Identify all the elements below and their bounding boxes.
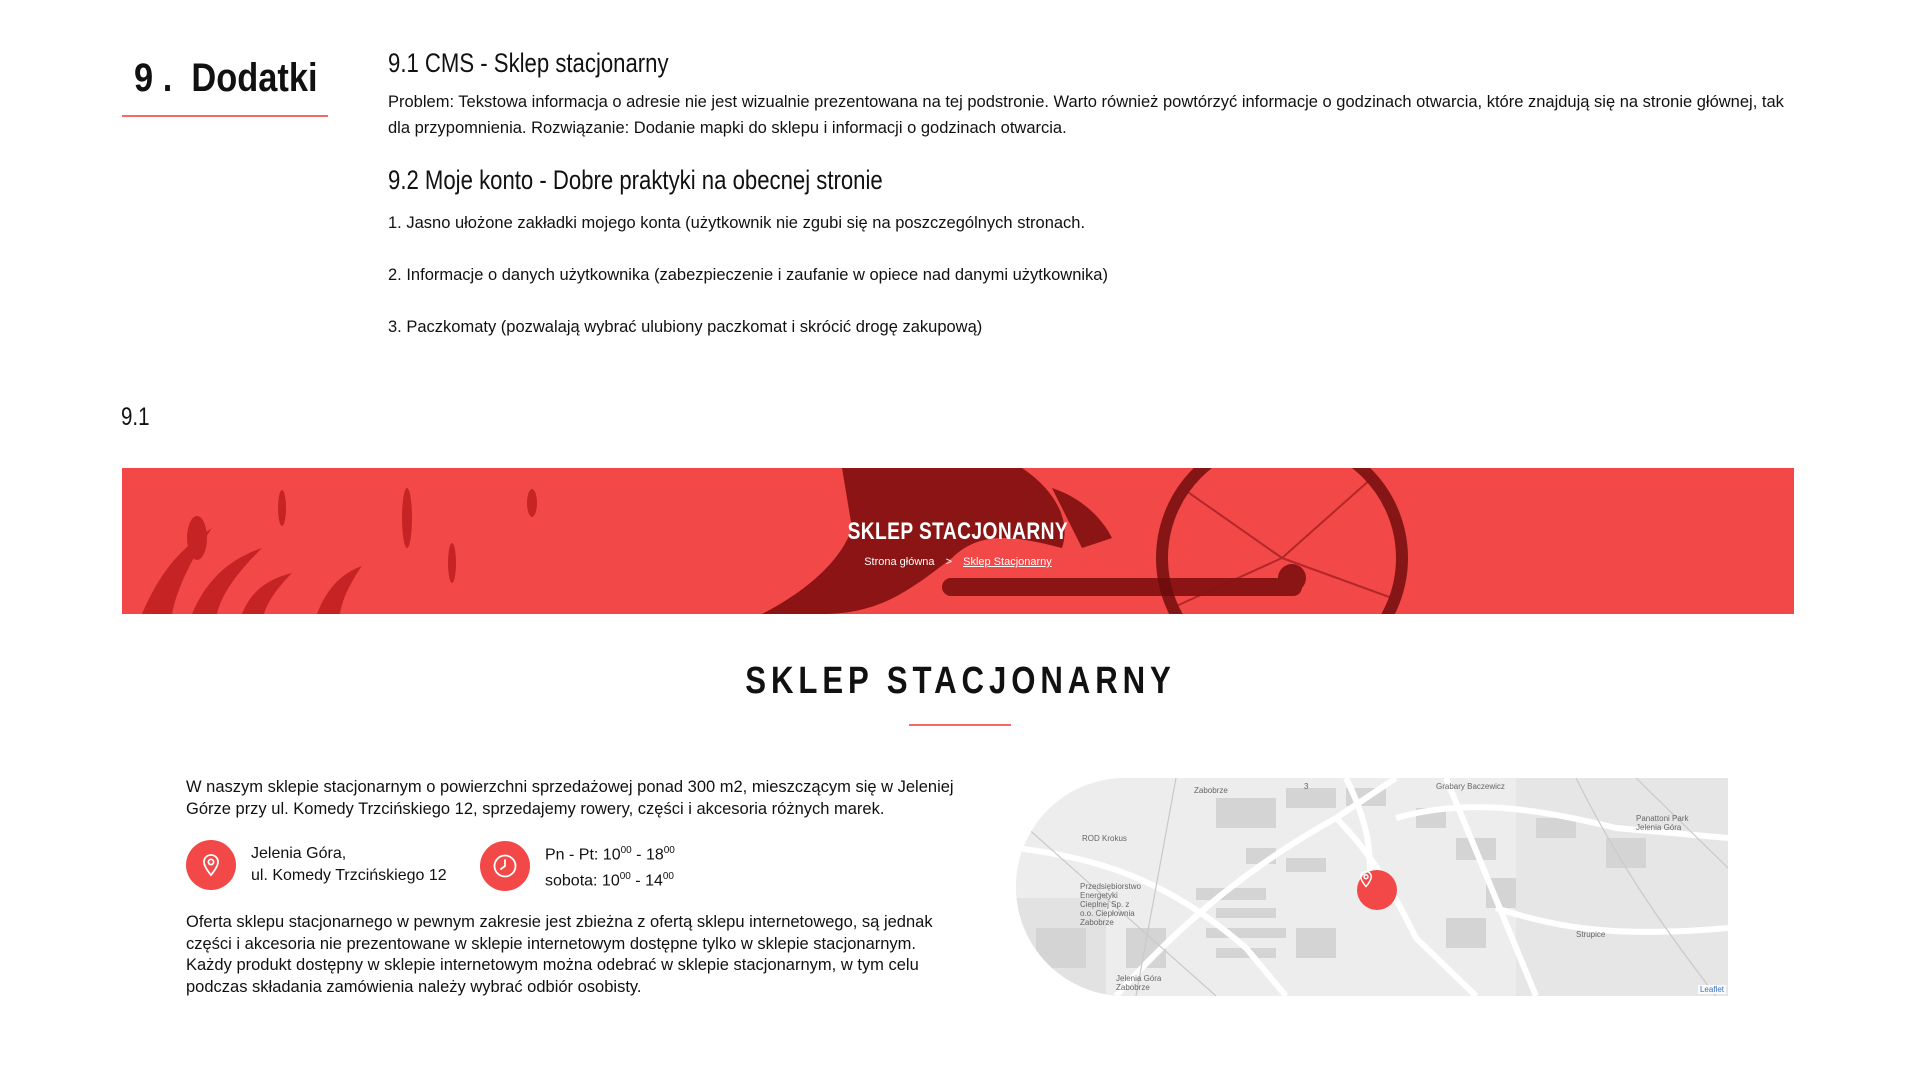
store-offer-text: Oferta sklepu stacjonarnego w pewnym zakresie jest zbieżna z ofertą sklepu internetowego, są jednak części i akcesoria nie prezentowane w sklepie internetowym dostępne tylko w sklepie stacjonarnym. Każdy produkt dostępny w sklepie internetowym można odebrać w sklepie stacjonarnym, w tym celu podczas składania zamówienia należy wybrać odbiór osobisty. bbox=[186, 913, 933, 996]
hours-block bbox=[480, 840, 675, 893]
map-label: Panattoni Park Jelenia Góra bbox=[1636, 814, 1689, 832]
address-block bbox=[186, 840, 447, 890]
map-marker-pin-icon[interactable] bbox=[1357, 870, 1397, 910]
breadcrumb-current[interactable]: Sklep Stacjonarny bbox=[963, 556, 1052, 568]
section-content bbox=[388, 48, 1788, 340]
banner-title: SKLEP STACJONARNY bbox=[847, 518, 1069, 545]
figure-label: 9.1 bbox=[121, 403, 150, 431]
list-item: 2. Informacje o danych użytkownika (zabezpieczenie i zaufanie w opiece nad danymi użytkownika) bbox=[388, 266, 1108, 284]
section-title: 9 . Dodatki bbox=[134, 56, 318, 100]
subsection-heading-9-1: 9.1 CMS - Sklep stacjonarny bbox=[388, 48, 669, 78]
store-intro-text: W naszym sklepie stacjonarnym o powierzchni sprzedażowej ponad 300 m2, mieszczącym się w Jeleniej Górze przy ul. Komedy Trzcińskiego 12, sprzedajemy rowery, części i akcesoria różnych marek. bbox=[186, 778, 954, 818]
problem-paragraph: Problem: Tekstowa informacja o adresie nie jest wizualnie prezentowana na tej podstronie. Warto również powtórzyć informacje o godzinach otwarcia, które znajdują się na stronie głównej, tak dla przypomnienia. Rozwiązanie: Dodanie mapki do sklepu i informacji o godzinach otwarcia. bbox=[388, 93, 1784, 137]
opening-hours-text: Pn - Pt: $10^{00} - 18^{00}$ sobota: $10^{00} - 14^{00}$ bbox=[545, 845, 675, 890]
good-practices-list bbox=[388, 210, 1788, 340]
map-label: ROD Krokus bbox=[1082, 834, 1127, 843]
section-heading bbox=[122, 56, 328, 117]
map-label: Strupice bbox=[1576, 930, 1606, 939]
breadcrumb-separator: > bbox=[945, 556, 953, 568]
store-section-title: SKLEP STACJONARNY bbox=[744, 660, 1176, 702]
list-item: 1. Jasno ułożone zakładki mojego konta (użytkownik nie zgubi się na poszczególnych stronach. bbox=[388, 214, 1086, 232]
store-location-map[interactable] bbox=[1016, 778, 1728, 996]
location-pin-icon bbox=[186, 840, 236, 890]
breadcrumb bbox=[122, 556, 1794, 568]
map-label: Przedsiębiorstwo Energetyki Cieplnej Sp. z o.o. Ciepłownia Zabobrze bbox=[1080, 882, 1141, 927]
subsection-heading-9-2: 9.2 Moje konto - Dobre praktyki na obecnej stronie bbox=[388, 165, 883, 195]
address-text: Jelenia Góra, ul. Komedy Trzcińskiego 12 bbox=[251, 845, 447, 884]
title-underline bbox=[909, 724, 1011, 726]
store-hero-banner bbox=[122, 468, 1794, 614]
list-item: 3. Paczkomaty (pozwalają wybrać ulubiony paczkomat i skrócić drogę zakupową) bbox=[388, 318, 983, 336]
clock-icon bbox=[480, 841, 530, 891]
map-label: Grabary Baczewicz bbox=[1436, 782, 1505, 791]
map-label: Zabobrze bbox=[1194, 786, 1228, 795]
store-info-row bbox=[186, 840, 806, 892]
map-label: 3 bbox=[1304, 782, 1309, 791]
map-label: Jelenia Góra Zabobrze bbox=[1116, 974, 1162, 992]
breadcrumb-home-link[interactable]: Strona główna bbox=[864, 556, 935, 568]
map-attribution-link[interactable]: Leaflet bbox=[1699, 985, 1724, 994]
